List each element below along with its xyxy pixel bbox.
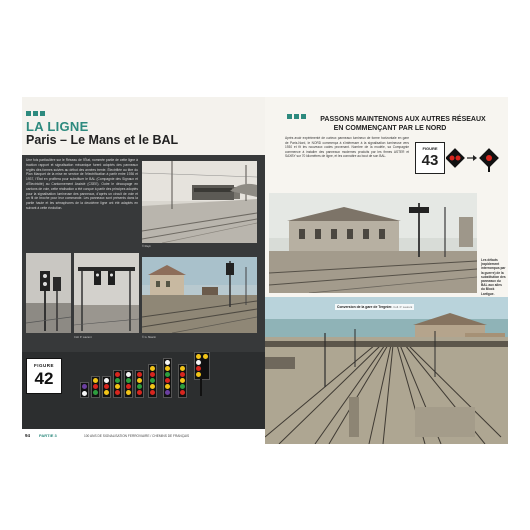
signal-panel-icon bbox=[148, 364, 157, 398]
signal-panel-icon bbox=[194, 352, 210, 380]
caption-tergnier: Conversion de la gare de Tergnier. Coll. P. Laurent bbox=[337, 305, 413, 309]
left-page bbox=[22, 97, 265, 444]
right-body-text: Après avoir expérimenté de curieux panneaux lumineux de forme horizontale en gare de Paris-Nord, le NORD commença à s'intéresser à la signalisation lumineuse vers 1930 et fit les nouveaux codes provenant. Nombre de la modèle, sa Compagnie commence à installer des panneaux modernes produits par les firmes ASTER et SAXBY sur 70 kilomètres de ligne, et les connaître au bout de son BAL. bbox=[285, 136, 409, 159]
photo-station-building bbox=[269, 193, 477, 293]
square-bullet-icon bbox=[40, 111, 45, 116]
signal-mast bbox=[200, 378, 202, 396]
running-title: 100 ANS DE SIGNALISATION FERROVIAIRE / CHEMINS DE FRANÇAIS bbox=[84, 433, 190, 438]
left-footer bbox=[22, 429, 265, 444]
caption-side: Les débuts (rapidement interrompus par la guerre) de la substitution des panneaux du BAL aux ailes du Block Lartigue. bbox=[481, 258, 506, 296]
part-label: PARTIE 3 bbox=[39, 433, 57, 438]
signal-panel-icon bbox=[80, 382, 89, 398]
signal-panel-icon bbox=[113, 370, 122, 398]
figure-42-row bbox=[22, 352, 265, 429]
caption-photo-train: © Rayé bbox=[142, 245, 151, 248]
caption-photo-gantry: Coll. P. Laurent bbox=[74, 336, 92, 339]
caption-photo-station: © G. Maurin bbox=[142, 336, 157, 339]
page-subtitle: Paris – Le Mans et le BAL bbox=[26, 133, 179, 147]
section-title: LA LIGNE bbox=[26, 119, 89, 134]
square-bullet-icon bbox=[33, 111, 38, 116]
signal-panel-icon bbox=[102, 376, 111, 398]
photo-train bbox=[142, 161, 257, 243]
photo-gantry bbox=[74, 253, 139, 333]
square-bullet-icon bbox=[26, 111, 31, 116]
signal-panel-icon bbox=[124, 370, 133, 398]
photo-signals bbox=[26, 253, 71, 333]
signal-panel-icon bbox=[91, 376, 100, 398]
right-heading: PASSONS MAINTENONS AUX AUTRES RÉSEAUX EN COMMENÇANT PAR LE NORD bbox=[320, 116, 486, 132]
figure-43-label: FIGURE 43 bbox=[415, 142, 445, 174]
signal-panel-icon bbox=[135, 370, 144, 398]
signal-panel-icon bbox=[178, 364, 187, 398]
page-number: 94 bbox=[25, 433, 31, 438]
right-page bbox=[265, 97, 508, 444]
signal-panel-icon bbox=[163, 358, 172, 398]
figure-42-label: FIGURE 42 bbox=[26, 358, 62, 394]
photo-tergnier-station bbox=[265, 297, 508, 444]
body-text: Une fois particulière sur le Réseau de l'État, nommée partie de cette ligne à traction rapport et signalisation mécanique furent adoptés des panneaux réglés dès formes suivies au début des années trente. Électrifiée au titre du Plan Marquet de la mise en service de l'électrification à partir entre 1936 et 1937, l'État en profitera pour substituer le BAL (Compagnie des Signaux et d'Électricité) au Cantonnement Assisté (CSEE). Outre le découpage en cantons de voie, cette réalisation a été conçue à partir des principes adoptés pour la signalisation lumineuse des panneaux, d'après un circuit de voie et un fil de broche pour leur commande. Les panneaux sont présents dans la partie haute et les sémaphores de la deuxième ligne ont été adaptés en suivant à cette évolution. bbox=[26, 158, 138, 210]
dark-panel bbox=[22, 155, 265, 429]
figure-43-diagram bbox=[446, 147, 501, 173]
book-spread bbox=[22, 97, 508, 444]
photo-station bbox=[142, 257, 257, 333]
